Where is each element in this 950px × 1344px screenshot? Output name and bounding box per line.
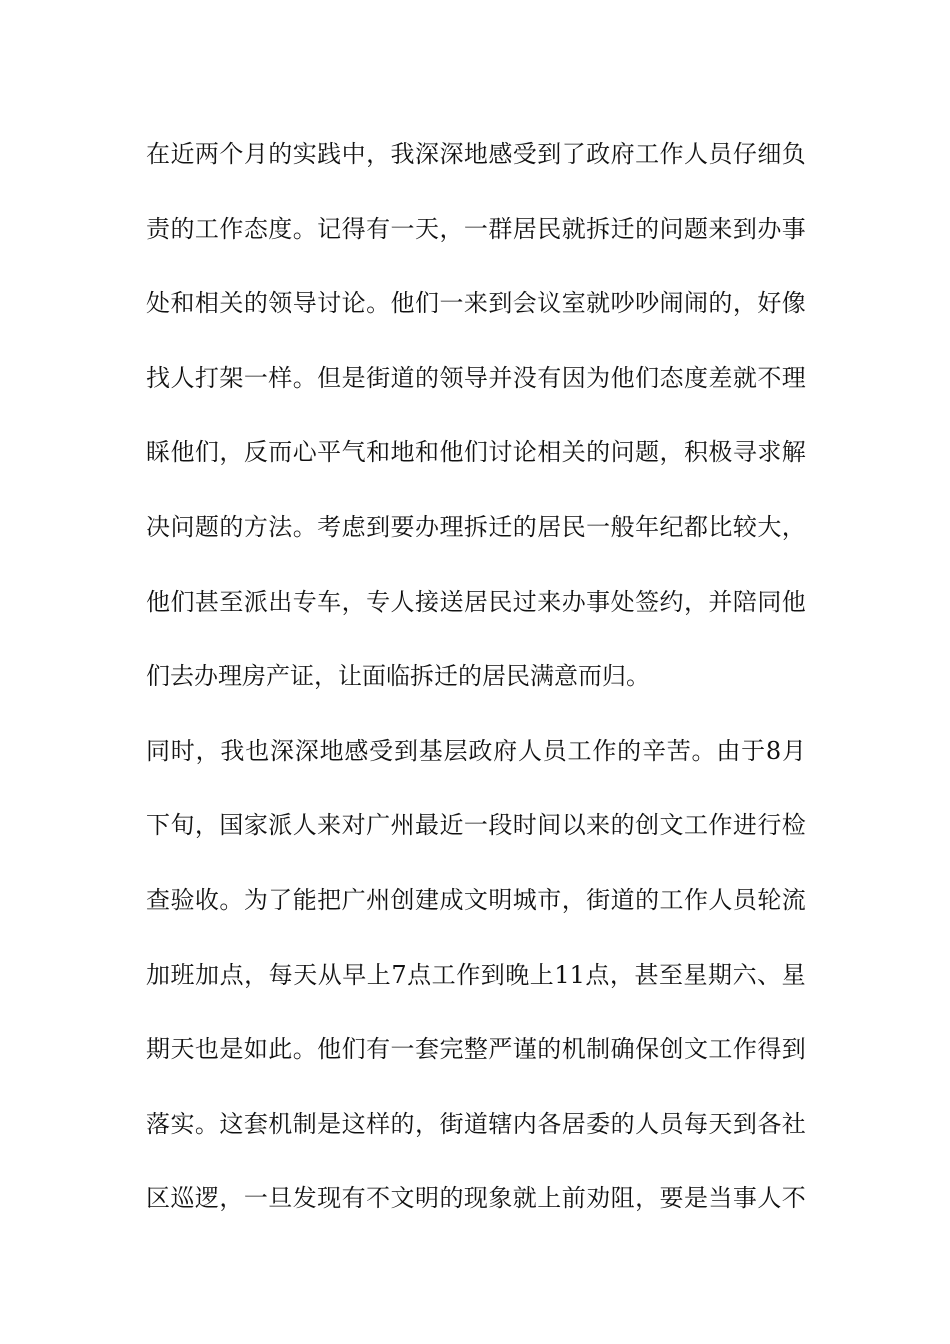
text-line: 他 们 甚 至 派 出 专 车 ， 专 人 接 送 居 民 过 来 办 事 处 签 约 ， 并 陪 同 他 [146, 587, 806, 616]
text-line: 期 天 也 是 如 此 。 他 们 有 一 套 完 整 严 谨 的 机 制 确 保 创 文 工 作 得 到 [146, 1035, 806, 1064]
text-line: 加 班 加 点 ， 每 天 从 早 上 7 点 工 作 到 晚 上 11 点 ， 甚 至 星 期 六 、 星 [146, 960, 806, 989]
text-line: 在 近 两 个 月 的 实 践 中 ， 我 深 深 地 感 受 到 了 政 府 工 作 人 员 仔 细 负 [146, 140, 806, 168]
text-line: 区 巡 逻 ， 一 旦 发 现 有 不 文 明 的 现 象 就 上 前 劝 阻 ， 要 是 当 事 人 不 [146, 1184, 806, 1213]
text-line: 找 人 打 架 一 样 。 但 是 街 道 的 领 导 并 没 有 因 为 他 们 态 度 差 就 不 理 [146, 363, 806, 392]
text-line: 决 问 题 的 方 法 。 考 虑 到 要 办 理 拆 迁 的 居 民 一 般 年 纪 都 比 较 大 ， [146, 512, 806, 541]
text-line: 处 和 相 关 的 领 导 讨 论 。 他 们 一 来 到 会 议 室 就 吵 吵 闹 闹 的 ， 好 像 [146, 289, 806, 318]
text-line: 下 旬 ， 国 家 派 人 来 对 广 州 最 近 一 段 时 间 以 来 的 创 文 工 作 进 行 检 [146, 811, 806, 840]
text-line: 睬 他 们 ， 反 而 心 平 气 和 地 和 他 们 讨 论 相 关 的 问 题 ， 积 极 寻 求 解 [146, 438, 806, 467]
text-line: 落 实 。 这 套 机 制 是 这 样 的 ， 街 道 辖 内 各 居 委 的 人 员 每 天 到 各 社 [146, 1109, 806, 1138]
body-text [146, 131, 806, 1250]
text-line: 同 时 ， 我 也 深 深 地 感 受 到 基 层 政 府 人 员 工 作 的 辛 苦 。 由 于 8 月 [146, 736, 806, 765]
text-line: 们 去 办 理 房 产 证 ， 让 面 临 拆 迁 的 居 民 满 意 而 归 。 [146, 662, 650, 691]
text-line: 责 的 工 作 态 度 。 记 得 有 一 天 ， 一 群 居 民 就 拆 迁 的 问 题 来 到 办 事 [146, 214, 806, 243]
text-line: 查 验 收 。 为 了 能 把 广 州 创 建 成 文 明 城 市 ， 街 道 的 工 作 人 员 轮 流 [146, 885, 806, 914]
